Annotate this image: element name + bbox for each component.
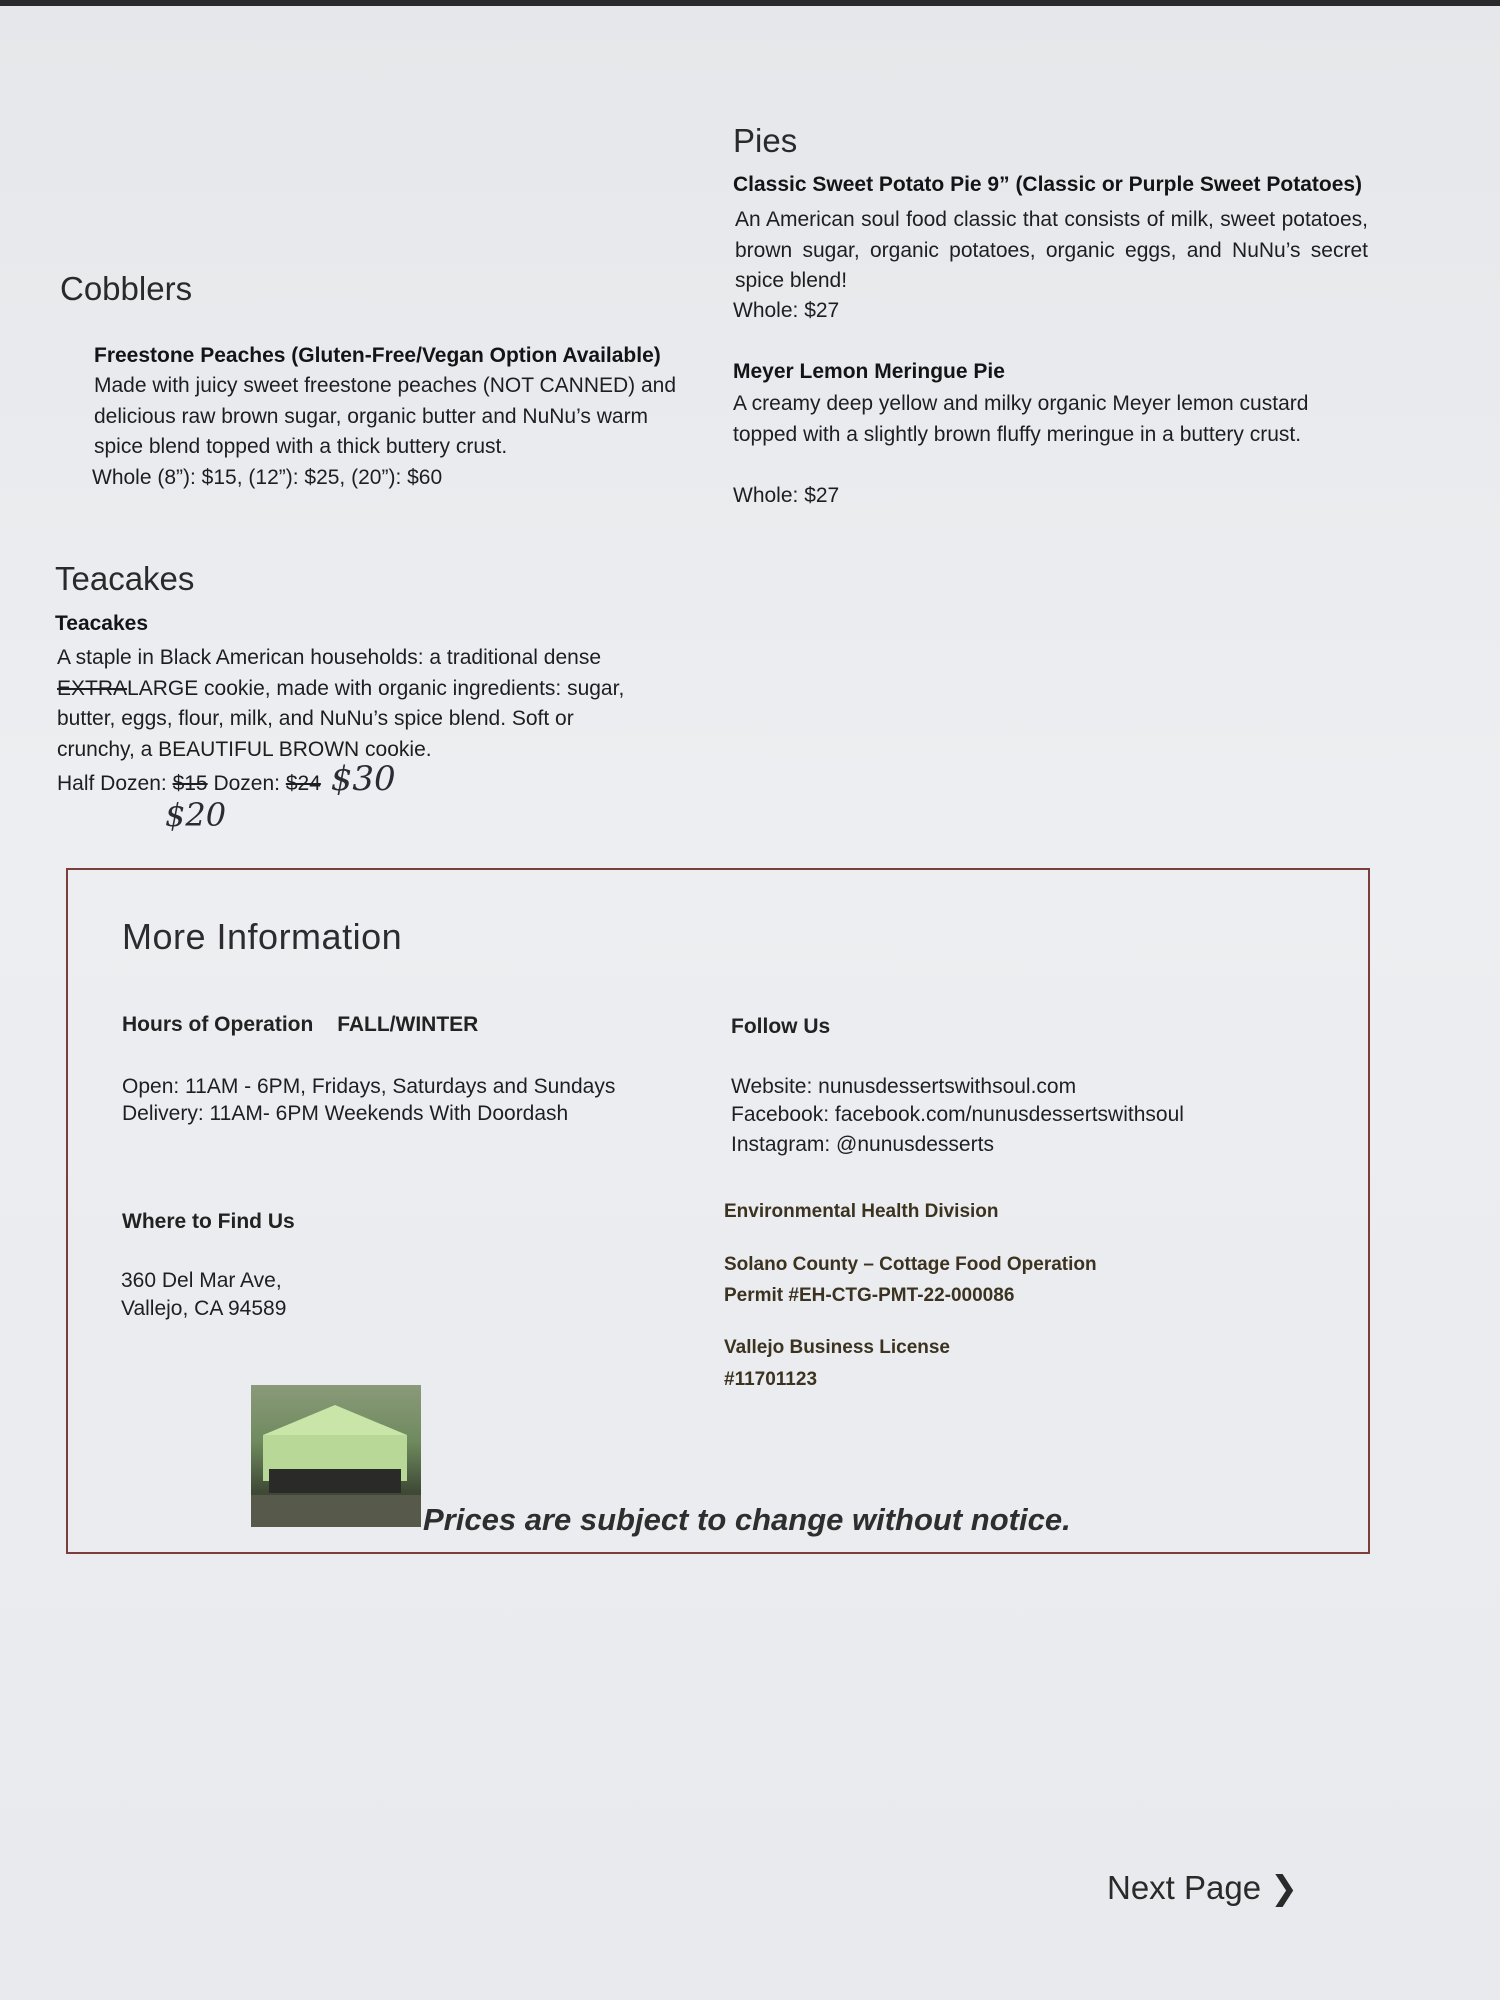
dozen-old-price: $24 <box>285 772 321 795</box>
teacakes-heading: Teacakes <box>55 560 195 597</box>
cottage-food-operation: Solano County – Cottage Food Operation <box>724 1254 1097 1275</box>
tent-table <box>269 1469 401 1493</box>
permit-number: Permit #EH-CTG-PMT-22-000086 <box>724 1285 1015 1306</box>
cobbler-item-title: Freestone Peaches (Gluten-Free/Vegan Option Available) <box>94 344 661 367</box>
season-label: FALL/WINTER <box>337 1013 479 1036</box>
env-health-division: Environmental Health Division <box>724 1201 999 1222</box>
teacake-line <box>57 674 697 705</box>
pie-item-price: Whole: $27 <box>733 484 840 507</box>
where-to-find-heading: Where to Find Us <box>122 1210 295 1233</box>
prices-disclaimer: Prices are subject to change without notice. <box>423 1502 1071 1537</box>
cobbler-item-price: Whole (8”): $15, (12”): $25, (20”): $60 <box>92 466 443 489</box>
teacake-line-rest: LARGE cookie, made with organic ingredients: sugar, <box>127 676 625 700</box>
next-page-link[interactable] <box>1107 1868 1298 1907</box>
dozen-new-price-handwritten: $30 <box>330 759 396 799</box>
half-dozen-new-price-handwritten: $20 <box>165 796 227 834</box>
address-line-2: Vallejo, CA 94589 <box>121 1297 287 1320</box>
teacake-item-title: Teacakes <box>55 612 149 635</box>
hours-open: Open: 11AM - 6PM, Fridays, Saturdays and Sundays <box>122 1075 616 1098</box>
dozen-label: Dozen: <box>213 772 286 795</box>
next-page-label: Next Page <box>1107 1869 1262 1906</box>
half-dozen-old-price: $15 <box>172 772 208 795</box>
hours-heading <box>122 1013 478 1037</box>
chevron-right-icon: ❯ <box>1270 1869 1298 1906</box>
teacake-item-description <box>57 643 697 765</box>
ground <box>251 1495 421 1527</box>
pie-item-description: A creamy deep yellow and milky organic Meyer lemon custard topped with a slightly brown fluffy meringue in a buttery crust. <box>733 392 1309 446</box>
tent-canopy <box>263 1405 407 1435</box>
follow-us-heading: Follow Us <box>731 1015 831 1038</box>
cobblers-heading: Cobblers <box>60 270 193 307</box>
pie-item-title: Classic Sweet Potato Pie 9” (Classic or Purple Sweet Potatoes) <box>733 173 1363 196</box>
address-line-1: 360 Del Mar Ave, <box>121 1269 282 1292</box>
hours-delivery: Delivery: 11AM- 6PM Weekends With Doordash <box>122 1102 569 1125</box>
teacake-line: A staple in Black American households: a traditional dense <box>57 646 602 669</box>
booth-tent-photo <box>251 1385 421 1527</box>
pies-heading: Pies <box>733 122 798 159</box>
facebook-link[interactable]: Facebook: facebook.com/nunusdessertswithsoul <box>731 1103 1184 1126</box>
cobbler-item-description: Made with juicy sweet freestone peaches (NOT CANNED) and delicious raw brown sugar, organic butter and NuNu’s warm spice blend topped with a thick buttery crust. <box>94 374 677 458</box>
pie-item-price: Whole: $27 <box>733 299 840 322</box>
instagram-link[interactable]: Instagram: @nunusdesserts <box>731 1133 994 1156</box>
struck-word: EXTRA <box>57 676 128 700</box>
hours-label: Hours of Operation <box>122 1013 314 1036</box>
teacake-line: butter, eggs, flour, milk, and NuNu’s spice blend. Soft or <box>57 707 574 730</box>
business-license-label: Vallejo Business License <box>724 1337 950 1358</box>
website-link[interactable]: Website: nunusdessertswithsoul.com <box>731 1075 1077 1098</box>
teacake-line: crunchy, a BEAUTIFUL BROWN cookie. <box>57 737 432 761</box>
pie-item-title: Meyer Lemon Meringue Pie <box>733 360 1005 383</box>
more-information-heading: More Information <box>122 916 403 957</box>
business-license-number: #11701123 <box>724 1369 818 1390</box>
half-dozen-label: Half Dozen: <box>57 772 173 795</box>
top-edge <box>0 0 1500 6</box>
pie-item-description: An American soul food classic that consists of milk, sweet potatoes, brown sugar, organic potatoes, organic eggs, and NuNu’s secret spice blend! <box>735 208 1368 292</box>
teacake-item-price <box>57 759 396 800</box>
